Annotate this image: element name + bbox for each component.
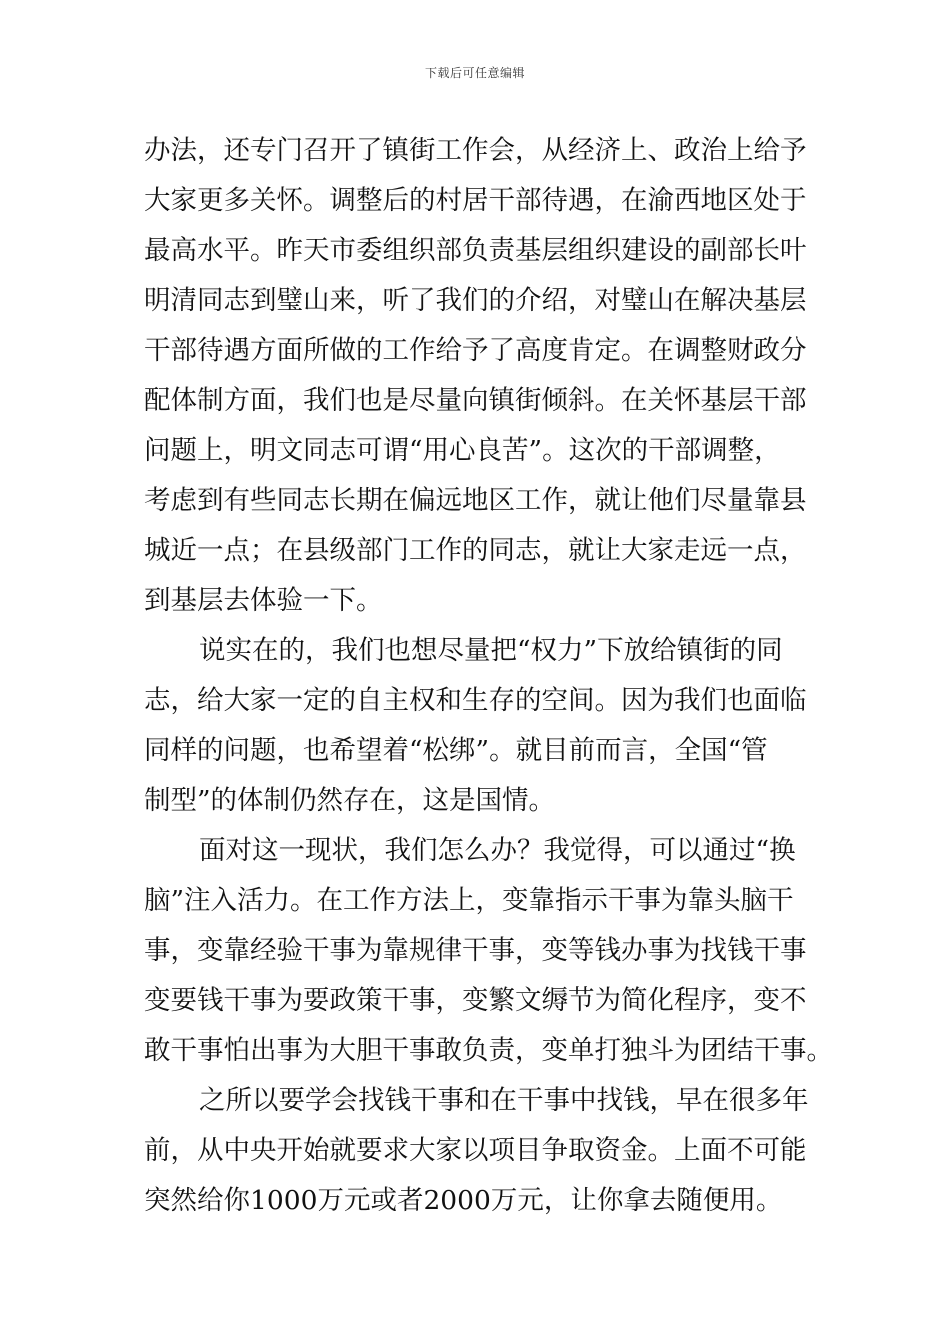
text-line: 明清同志到璧山来，听了我们的介绍，对璧山在解决基层 (144, 285, 807, 316)
text-line: 突然给你1000万元或者2000万元，让你拿去随便用。 (144, 1185, 783, 1216)
text-line: 制型”的体制仍然存在，这是国情。 (144, 785, 556, 816)
text-line: 前，从中央开始就要求大家以项目争取资金。上面不可能 (144, 1135, 807, 1166)
paragraph-first-line: 面对这一现状，我们怎么办？我觉得，可以通过“换 (199, 835, 796, 866)
document-body (144, 126, 833, 1226)
text-line: 到基层去体验一下。 (144, 585, 383, 616)
text-line: 事，变靠经验干事为靠规律干事，变等钱办事为找钱干事 (144, 935, 807, 966)
text-line: 最高水平。昨天市委组织部负责基层组织建设的副部长叶 (144, 235, 807, 266)
text-line: 考虑到有些同志长期在偏远地区工作，就让他们尽量靠县 (144, 485, 807, 516)
paragraph-first-line: 说实在的，我们也想尽量把“权力”下放给镇街的同 (199, 635, 783, 666)
text-line: 敢干事怕出事为大胆干事敢负责，变单打独斗为团结干事。 (144, 1035, 833, 1066)
text-line: 城近一点；在县级部门工作的同志，就让大家走远一点， (144, 535, 807, 566)
text-line: 干部待遇方面所做的工作给予了高度肯定。在调整财政分 (144, 335, 807, 366)
text-line: 问题上，明文同志可谓“用心良苦”。这次的干部调整， (144, 435, 781, 466)
text-line: 同样的问题，也希望着“松绑”。就目前而言，全国“管 (144, 735, 768, 766)
paragraph-first-line: 之所以要学会找钱干事和在干事中找钱，早在很多年 (199, 1085, 809, 1116)
page-header: 下载后可任意编辑 (424, 66, 525, 80)
text-line: 配体制方面，我们也是尽量向镇街倾斜。在关怀基层干部 (144, 385, 807, 416)
text-line: 变要钱干事为要政策干事，变繁文缛节为简化程序，变不 (144, 985, 807, 1016)
text-line: 志，给大家一定的自主权和生存的空间。因为我们也面临 (144, 685, 807, 716)
text-line: 大家更多关怀。调整后的村居干部待遇，在渝西地区处于 (144, 185, 807, 216)
text-line: 办法，还专门召开了镇街工作会，从经济上、政治上给予 (144, 135, 807, 166)
text-line: 脑”注入活力。在工作方法上，变靠指示干事为靠头脑干 (144, 885, 794, 916)
